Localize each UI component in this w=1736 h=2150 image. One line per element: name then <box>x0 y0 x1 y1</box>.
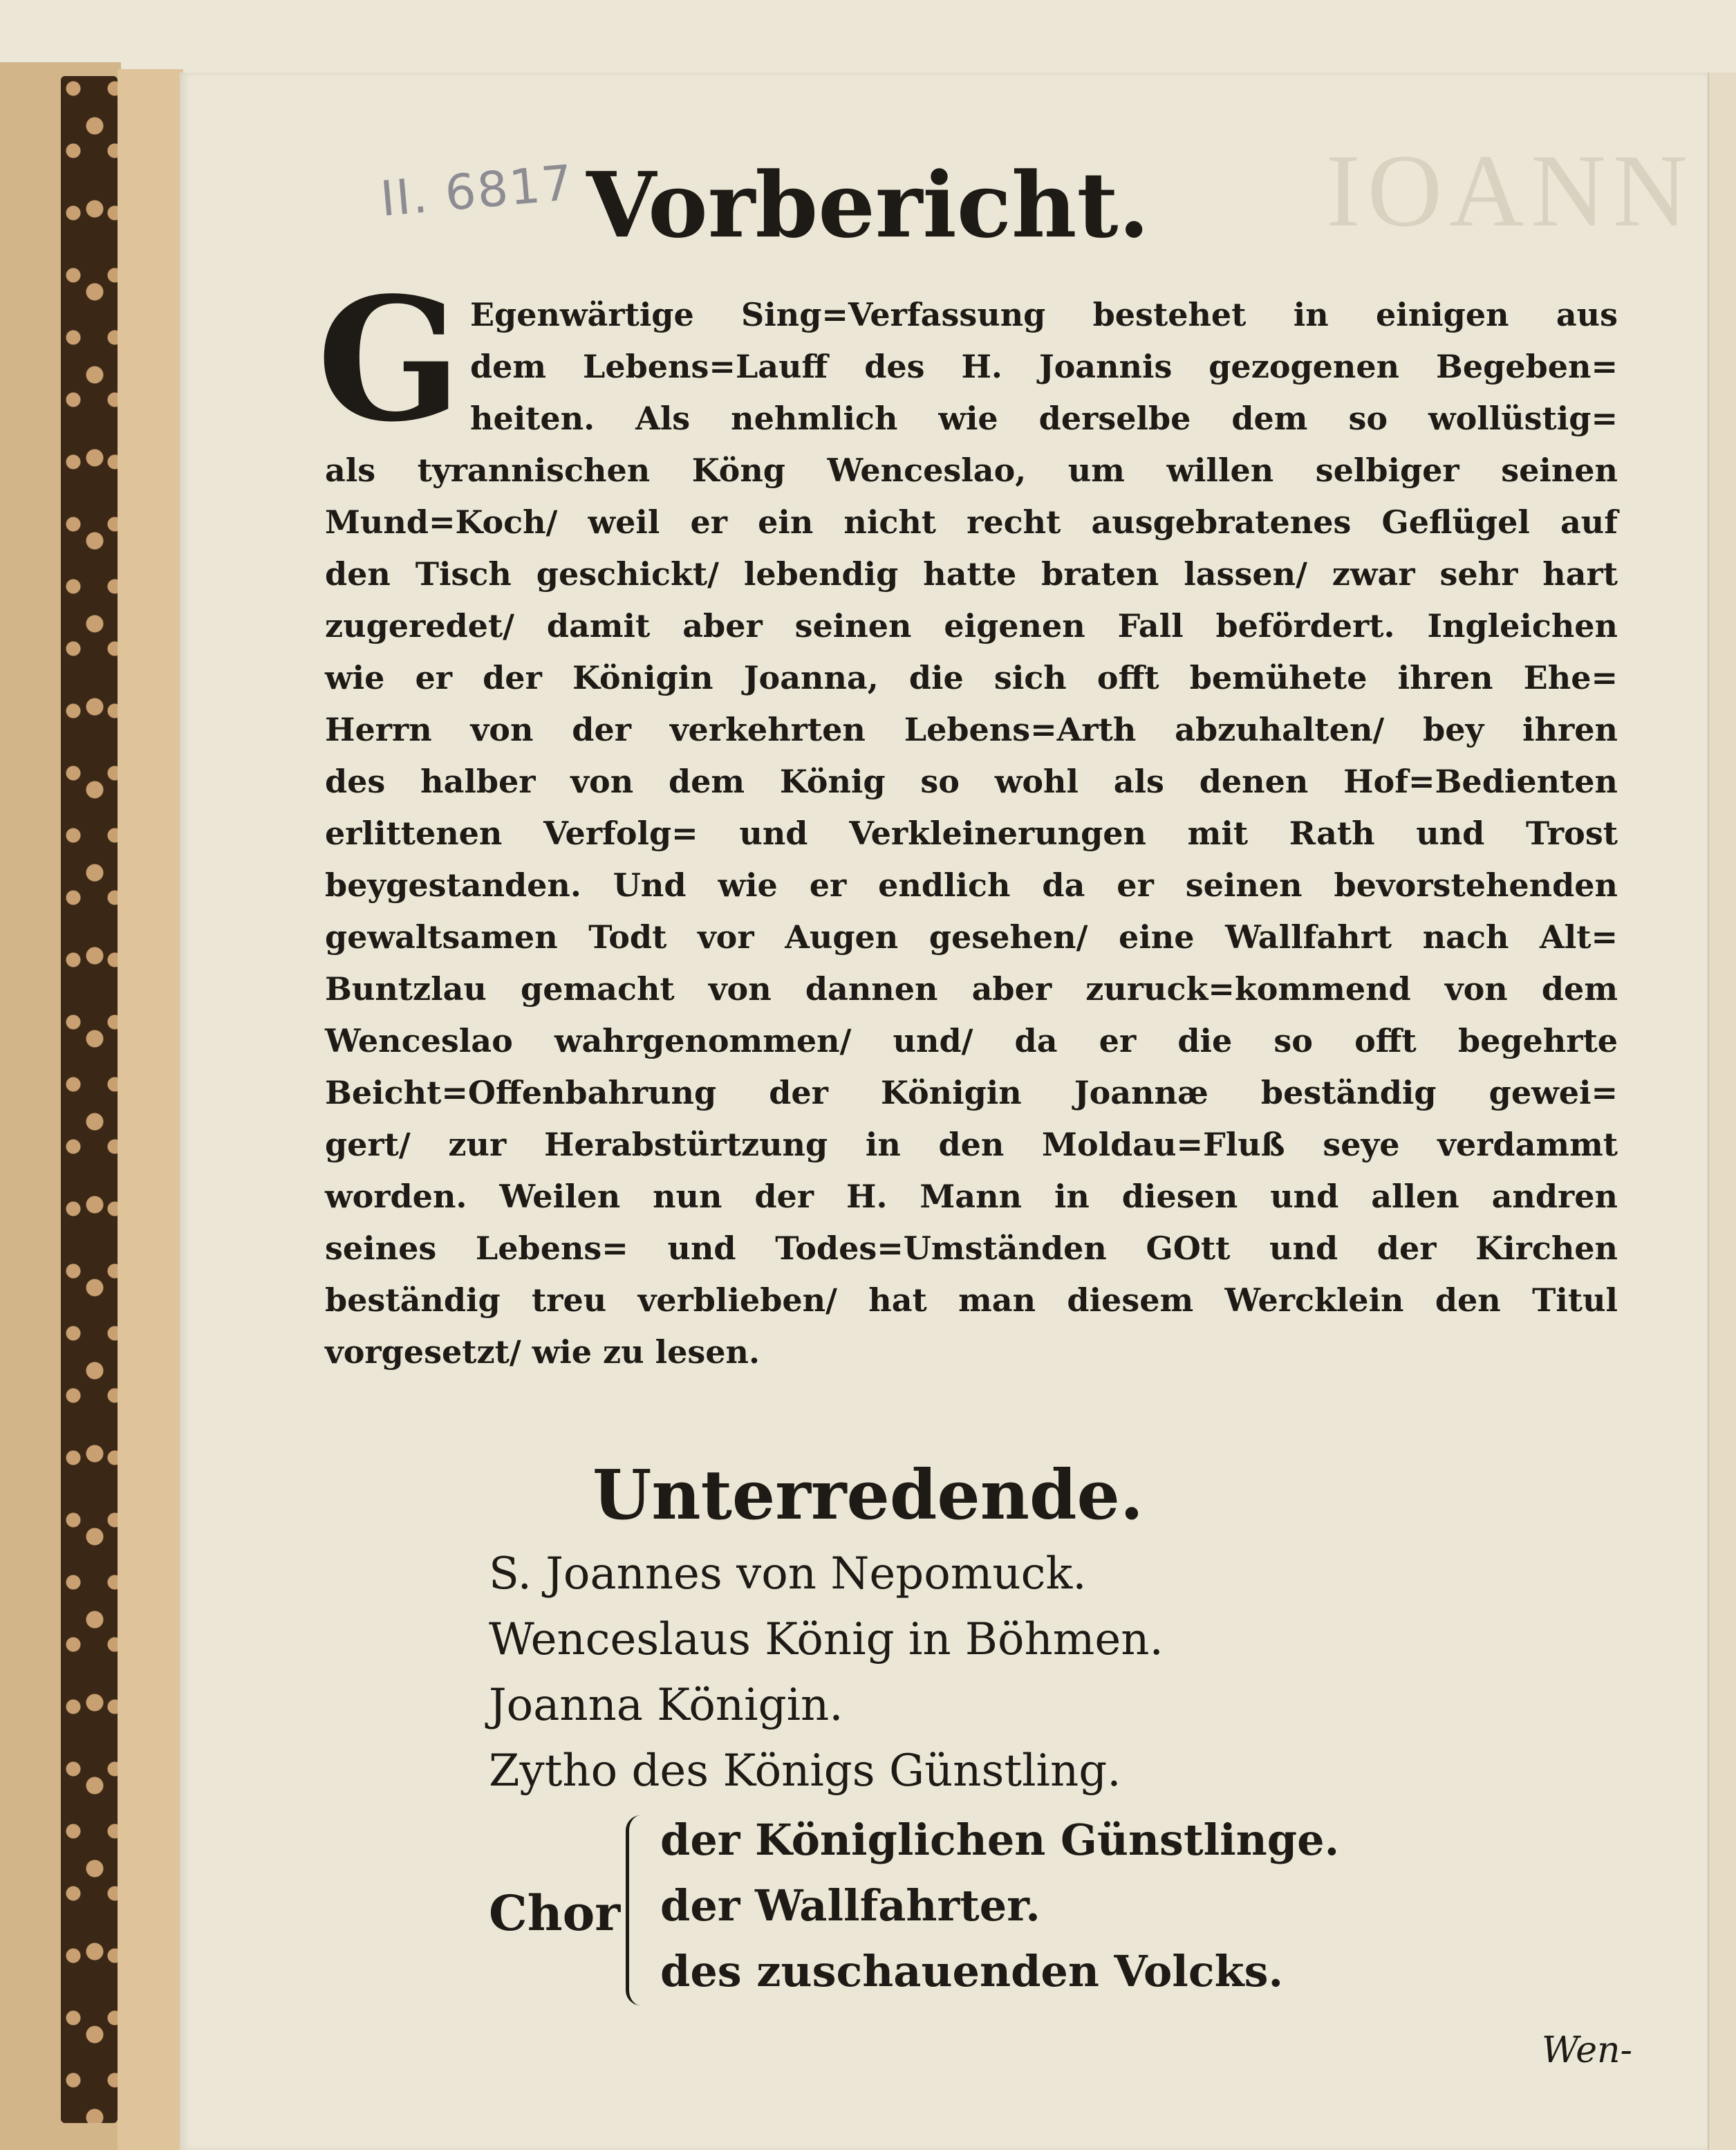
chorus-entry: des zuschauenden Volcks. <box>660 1946 1284 1996</box>
paragraph-line: vorgesetzt/ wie zu lesen. <box>325 1333 760 1371</box>
character-entry: Zytho des Königs Günstling. <box>489 1745 1121 1797</box>
shelfmark-pencil: II. 6817 <box>377 154 576 228</box>
chorus-entry: der Königlichen Günstlinge. <box>660 1815 1340 1865</box>
paragraph-line: Beicht=Offenbahrung der Königin Joannæ beständig gewei= <box>325 1074 1618 1111</box>
paragraph-line: dem Lebens=Lauff des H. Joannis gezogenen Begeben= <box>470 348 1618 385</box>
paragraph-line: wie er der Königin Joanna, die sich offt bemühete ihren Ehe= <box>325 659 1618 696</box>
paragraph-line: des halber von dem König so wohl als denen Hof=Bedienten <box>325 763 1618 800</box>
paragraph-line: heiten. Als nehmlich wie derselbe dem so wollüstig= <box>470 400 1618 437</box>
paragraph-line: Egenwärtige Sing=Verfassung bestehet in einigen aus <box>470 296 1618 333</box>
paragraph-line: Mund=Koch/ weil er ein nicht recht ausgebratenes Geflügel auf <box>325 503 1618 541</box>
paragraph-line: worden. Weilen nun der H. Mann in diesen und allen andren <box>325 1178 1618 1215</box>
paragraph-line: als tyrannischen Köng Wenceslao, um willen selbiger seinen <box>325 452 1618 489</box>
bleed-through-text: IOANN <box>1325 133 1695 248</box>
paragraph-line: gewaltsamen Todt vor Augen gesehen/ eine Wallfahrt nach Alt= <box>325 918 1618 956</box>
paragraph-line: erlittenen Verfolg= und Verkleinerungen mit Rath und Trost <box>325 815 1618 852</box>
brace-icon <box>626 1815 646 2005</box>
paragraph-line: beygestanden. Und wie er endlich da er seinen bevorstehenden <box>325 867 1618 904</box>
character-entry: S. Joannes von Nepomuck. <box>489 1548 1087 1600</box>
drop-cap: G <box>317 260 462 459</box>
paragraph-line: den Tisch geschickt/ lebendig hatte braten lassen/ zwar sehr hart <box>325 555 1618 593</box>
section-heading: Unterredende. <box>592 1456 1144 1535</box>
paragraph-line: seines Lebens= und Todes=Umständen GOtt und der Kirchen <box>325 1230 1618 1267</box>
chorus-label: Chor <box>489 1884 621 1942</box>
paragraph-line: Herrn von der verkehrten Lebens=Arth abzuhalten/ bey ihren <box>325 711 1618 748</box>
character-entry: Joanna Königin. <box>489 1680 843 1731</box>
catchword: Wen- <box>1542 2030 1633 2071</box>
page-right-edge <box>1708 73 1736 2150</box>
book-spine <box>61 76 118 2123</box>
chorus-entry: der Wallfahrter. <box>660 1880 1040 1931</box>
paragraph-line: zugeredet/ damit aber seinen eigenen Fall befördert. Ingleichen <box>325 607 1618 645</box>
page-title: Vorbericht. <box>586 152 1150 258</box>
character-entry: Wenceslaus König in Böhmen. <box>489 1614 1164 1665</box>
paragraph-line: gert/ zur Herabstürtzung in den Moldau=Fluß seye verdammt <box>325 1126 1618 1163</box>
paragraph-line: beständig treu verblieben/ hat man diesem Wercklein den Titul <box>325 1281 1618 1319</box>
paragraph-line: Wenceslao wahrgenommen/ und/ da er die so offt begehrte <box>325 1022 1618 1059</box>
flyleaf-edge <box>118 69 183 2150</box>
paragraph-line: Buntzlau gemacht von dannen aber zuruck=kommend von dem <box>325 970 1618 1008</box>
